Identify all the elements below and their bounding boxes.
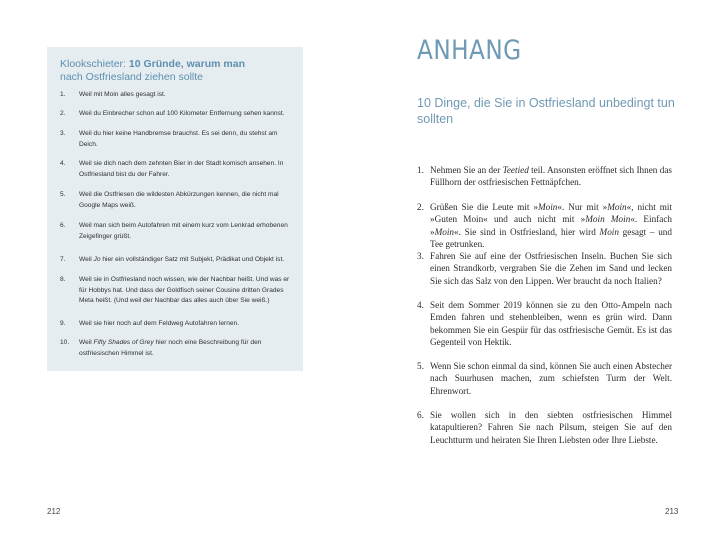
list-item-number: 5. xyxy=(60,191,66,198)
list-item-number: 1. xyxy=(417,165,424,175)
list-item-text: Weil mit Moin alles gesagt ist. xyxy=(79,91,166,98)
list-item-text: Weil die Ostfriesen die wildesten Abkürzungen kennen, die nicht mal Google Maps weiß. xyxy=(79,191,279,209)
list-item-text: Fahren Sie auf eine der Ostfriesischen Inseln. Buchen Sie sich einen Strandkorb, vergraben Sie die Zehen im Sand und lecken Sie sich das Salz von den Lippen. Wer braucht da noch Italien? xyxy=(430,251,672,286)
sidebar-box xyxy=(47,47,303,371)
list-item-text: Weil sie in Ostfriesland noch wissen, wie der Nachbar heißt. Und was er für Hobbys hat. Und dass der Goldfisch seiner Cousine dritten Grades Meta heißt. (Und weil der Nachbar das alles auch über Sie weiß.) xyxy=(79,276,290,304)
list-item-number: 1. xyxy=(60,91,66,98)
list-item-text: Weil Jo hier ein vollständiger Satz mit Subjekt, Prädikat und Objekt ist. xyxy=(79,256,285,263)
list-item-text: Weil sie dich nach dem zehnten Bier in der Stadt komisch ansehen. In Ostfriesland bist du der Fahrer. xyxy=(79,160,284,178)
list-item-text: Weil Fifty Shades of Grey hier noch eine Beschreibung für den ostfriesischen Himmel ist. xyxy=(79,339,262,357)
page-subheading: 10 Dinge, die Sie in Ostfriesland unbedingt tun sollten xyxy=(417,96,675,126)
box-title-bold: 10 Gründe, warum man xyxy=(128,58,245,70)
page-heading: ANHANG xyxy=(417,35,522,66)
list-item-number: 5. xyxy=(417,361,424,371)
list-item-text: Nehmen Sie an der Teetied teil. Ansonsten eröffnet sich Ihnen das Füllhorn der ostfriesischen Fettnäpfchen. xyxy=(430,165,672,188)
list-item-text: Sie wollen sich in den siebten ostfriesischen Himmel katapultieren? Fahren Sie nach Pilsum, steigen Sie auf den Leuchtturm und heiraten Sie Ihren Liebsten oder Ihre Liebste. xyxy=(430,410,672,445)
list-item-number: 9. xyxy=(60,320,66,327)
box-title-line2: nach Ostfriesland ziehen sollte xyxy=(60,71,203,83)
list-item-number: 8. xyxy=(60,276,66,283)
box-title-light: Klookschieter: xyxy=(60,58,129,70)
list-item-text: Weil du hier keine Handbremse brauchst. Es sei denn, du stehst am Deich. xyxy=(79,130,278,148)
list-item-number: 6. xyxy=(417,410,424,420)
list-item-number: 7. xyxy=(60,256,66,263)
list-item-text: Weil sie hier noch auf dem Feldweg Autofahren lernen. xyxy=(79,320,240,327)
list-item-number: 2. xyxy=(60,110,66,117)
right-page xyxy=(360,0,720,540)
list-item-number: 2. xyxy=(417,202,424,212)
list-item-number: 4. xyxy=(417,300,424,310)
list-item-text: Weil du Einbrecher schon auf 100 Kilometer Entfernung sehen kannst. xyxy=(79,110,285,117)
list-item-number: 4. xyxy=(60,160,66,167)
list-item-text: Weil man sich beim Autofahren mit einem kurz vom Lenkrad erhobenen Zeigefinger grüßt. xyxy=(79,222,288,240)
list-item-text: Grüßen Sie die Leute mit »Moin«. Nur mit »Moin«, nicht mit »Guten Moin« und auch nicht mit »Moin Moin«. Einfach »Moin«. Sie sind in Ostfriesland, hier wird Moin gesagt – und Tee getrunken. xyxy=(430,202,673,249)
list-item-number: 3. xyxy=(417,251,424,261)
box-title xyxy=(60,58,294,84)
list-item-text: Wenn Sie schon einmal da sind, können Sie auch einen Abstecher nach Suurhusen machen, zum schiefsten Turm der Welt. Ehrenwort. xyxy=(430,361,672,396)
list-item-number: 3. xyxy=(60,130,66,137)
list-item-text: Seit dem Sommer 2019 können sie zu den Otto-Ampeln nach Emden fahren und stehenbleiben, wenn es grün wird. Dann bekommen Sie ein Gespür für das ostfriesische Gemüt. Es ist das Gegenteil von Hektik. xyxy=(430,300,672,347)
page-number-left: 212 xyxy=(47,507,61,516)
page-number-right: 213 xyxy=(665,507,679,516)
list-item-number: 10. xyxy=(60,339,70,346)
list-item-number: 6. xyxy=(60,222,66,229)
